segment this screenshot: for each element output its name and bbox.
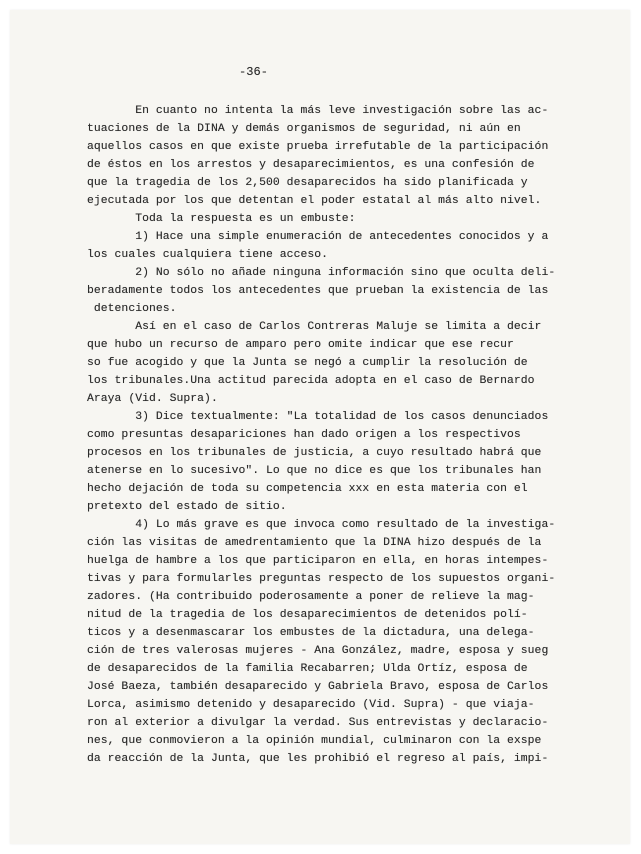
text-line: En cuanto no intenta la más leve investigación sobre las ac- (87, 105, 549, 117)
text-line: 4) Lo más grave es que invoca como resultado de la investiga- (87, 519, 556, 531)
text-line: José Baeza, también desaparecido y Gabriela Bravo, esposa de Carlos (87, 681, 549, 693)
text-line: ron al exterior a divulgar la verdad. Sus entrevistas y declaracio- (87, 717, 549, 729)
text-line: atenerse en lo sucesivo". Lo que no dice es que los tribunales han (87, 465, 542, 477)
text-line: ticos y a desenmascarar los embustes de la dictadura, una delega- (87, 627, 535, 639)
text-line: Así en el caso de Carlos Contreras Maluje se limita a decir (87, 321, 542, 333)
text-line: Araya (Vid. Supra). (87, 393, 218, 405)
text-line: beradamente todos los antecedentes que prueban la existencia de las (87, 285, 549, 297)
text-line: nitud de la tragedia de los desaparecimientos de detenidos polí- (87, 609, 528, 621)
text-line: de éstos en los arrestos y desaparecimientos, es una confesión de (87, 159, 535, 171)
text-line: detenciones. (87, 303, 177, 315)
text-line: ejecutada por los que detentan el poder estatal al más alto nivel. (87, 195, 542, 207)
text-line: nes, que conmovieron a la opinión mundial, culminaron con la exspe (87, 735, 542, 747)
text-line: como presuntas desapariciones han dado origen a los respectivos (87, 429, 521, 441)
text-line: 2) No sólo no añade ninguna información sino que oculta deli- (87, 267, 556, 279)
text-line: 1) Hace una simple enumeración de antecedentes conocidos y a (87, 231, 549, 243)
text-line: hecho dejación de toda su competencia xxx en esta materia con el (87, 483, 528, 495)
text-line: huelga de hambre a los que participaron en ella, en horas intempes- (87, 555, 549, 567)
text-line: ción de tres valerosas mujeres - Ana González, madre, esposa y sueg (87, 645, 549, 657)
page-number: -36- (239, 65, 269, 79)
text-line: tivas y para formularles preguntas respecto de los supuestos organi- (87, 573, 556, 585)
text-line: 3) Dice textualmente: "La totalidad de los casos denunciados (87, 411, 549, 423)
text-line: los cuales cualquiera tiene acceso. (87, 249, 328, 261)
text-line: so fue acogido y que la Junta se negó a cumplir la resolución de (87, 357, 528, 369)
document-page (10, 10, 630, 844)
text-line: pretexto del estado de sitio. (87, 501, 287, 513)
text-line: Toda la respuesta es un embuste: (87, 213, 356, 225)
text-line: Lorca, asimismo detenido y desaparecido (Vid. Supra) - que viaja- (87, 699, 535, 711)
text-line: que hubo un recurso de amparo pero omite indicar que ese recur (87, 339, 514, 351)
text-line: tuaciones de la DINA y demás organismos de seguridad, ni aún en (87, 123, 521, 135)
text-line: ción las visitas de amedrentamiento que la DINA hizo después de la (87, 537, 542, 549)
text-line: zadores. (Ha contribuido poderosamente a poner de relieve la mag- (87, 591, 535, 603)
text-line: que la tragedia de los 2,500 desaparecidos ha sido planificada y (87, 177, 528, 189)
text-line: de desaparecidos de la familia Recabarren; Ulda Ortíz, esposa de (87, 663, 528, 675)
text-line: los tribunales.Una actitud parecida adopta en el caso de Bernardo (87, 375, 535, 387)
text-line: aquellos casos en que existe prueba irrefutable de la participación (87, 141, 549, 153)
text-line: da reacción de la Junta, que les prohibió el regreso al país, impi- (87, 753, 549, 765)
text-line: procesos en los tribunales de justicia, a cuyo resultado habrá que (87, 447, 542, 459)
